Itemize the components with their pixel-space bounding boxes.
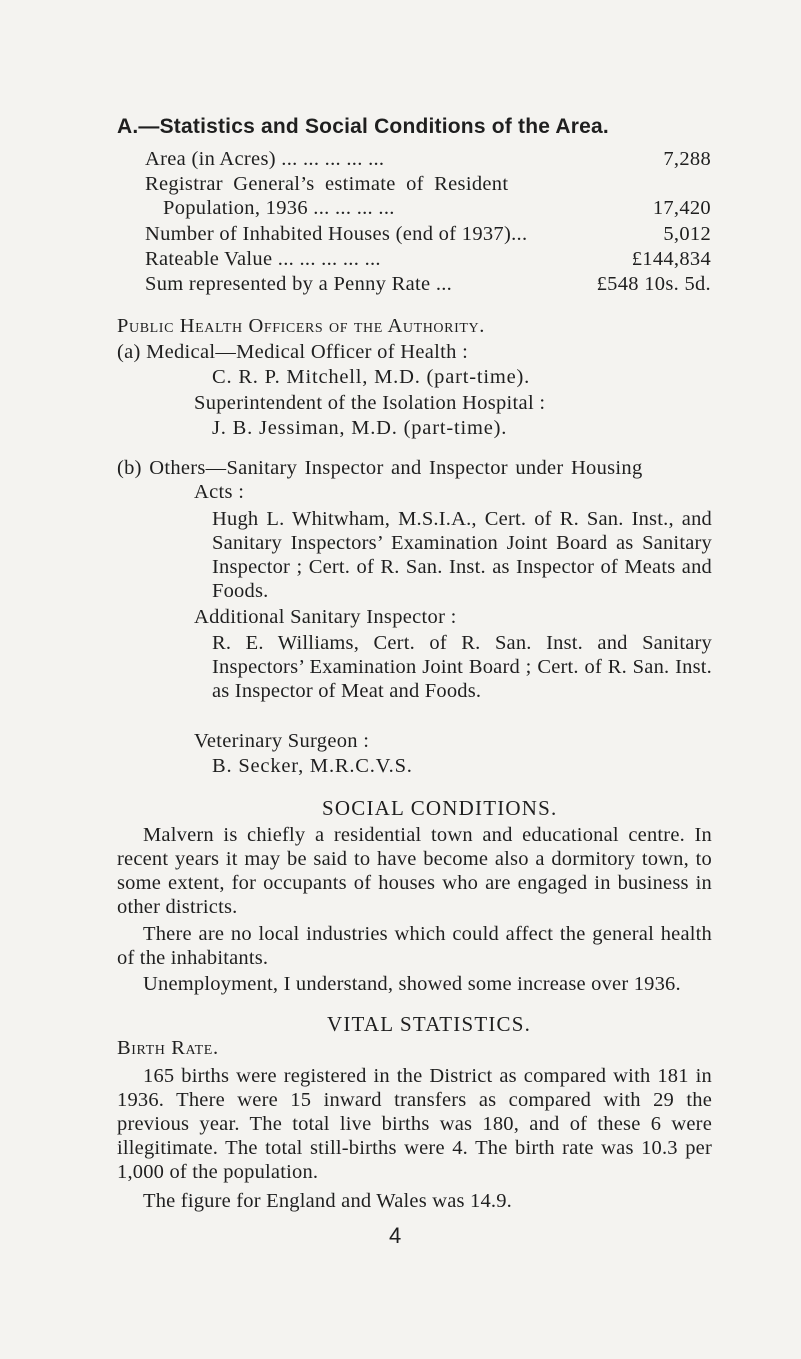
others-label: (b) Others—Sanitary Inspector and Inspector under Housing	[117, 457, 643, 479]
penny-rate-value: £548 10s. 5d.	[596, 273, 711, 295]
rateable-value: £144,834	[631, 248, 711, 270]
population-value: 17,420	[652, 197, 711, 219]
penny-rate-label: Sum represented by a Penny Rate ...	[145, 273, 453, 295]
social-conditions-heading: SOCIAL CONDITIONS.	[322, 796, 558, 820]
vet-name: B. Secker, M.R.C.V.S.	[212, 755, 413, 777]
houses-label: Number of Inhabited Houses (end of 1937)...	[145, 223, 528, 245]
rateable-label: Rateable Value ... ... ... ... ...	[145, 248, 381, 270]
superintendent-label: Superintendent of the Isolation Hospital :	[194, 392, 546, 414]
area-label: Area (in Acres) ... ... ... ... ...	[145, 148, 385, 170]
birth-rate-subheading: Birth Rate.	[117, 1037, 219, 1059]
moh-name: C. R. P. Mitchell, M.D. (part-time).	[212, 366, 531, 388]
social-paragraph-2: There are no local industries which could affect the general health of the inhabitants.	[117, 923, 712, 969]
page-number: 4	[389, 1223, 402, 1248]
medical-label: (a) Medical—Medical Officer of Health :	[117, 341, 469, 363]
population-label-1: Registrar General’s estimate of Resident	[145, 173, 509, 195]
england-wales-paragraph: The figure for England and Wales was 14.9.	[143, 1190, 513, 1212]
additional-inspector-text: R. E. Williams, Cert. of R. San. Inst. and Sanitary Inspectors’ Examination Joint Board ; Cert. of R. San. Inst. as Inspector of Meat and Foods.	[212, 632, 712, 702]
birth-rate-paragraph: 165 births were registered in the District as compared with 181 in 1936. There were 15 inward transfers as compared with 29 the previous year. The total live births was 180, and of these 6 were illegitimate. The total still-births were 4. The birth rate was 10.3 per 1,000 of the population.	[117, 1065, 712, 1183]
section-a-title: A.—Statistics and Social Conditions of the Area.	[117, 115, 609, 138]
social-paragraph-3: Unemployment, I understand, showed some increase over 1936.	[143, 973, 681, 995]
superintendent-name: J. B. Jessiman, M.D. (part-time).	[212, 417, 508, 439]
vital-statistics-heading: VITAL STATISTICS.	[327, 1012, 532, 1036]
others-label-cont: Acts :	[194, 481, 245, 503]
social-paragraph-1: Malvern is chiefly a residential town and educational centre. In recent years it may be said to have become also a dormitory town, to some extent, for occupants of houses who are engaged in business in other districts.	[117, 824, 712, 918]
houses-value: 5,012	[663, 223, 711, 245]
additional-inspector-label: Additional Sanitary Inspector :	[194, 606, 457, 628]
vet-label: Veterinary Surgeon :	[194, 730, 370, 752]
inspector-text: Hugh L. Whitwham, M.S.I.A., Cert. of R. San. Inst., and Sanitary Inspectors’ Examination Joint Board as Sanitary Inspector ; Cert. of R. San. Inst. as Inspector of Meats and Foods.	[212, 508, 712, 602]
population-label-2: Population, 1936 ... ... ... ...	[163, 197, 395, 219]
officers-heading: Public Health Officers of the Authority.	[117, 315, 485, 337]
area-value: 7,288	[663, 148, 711, 170]
